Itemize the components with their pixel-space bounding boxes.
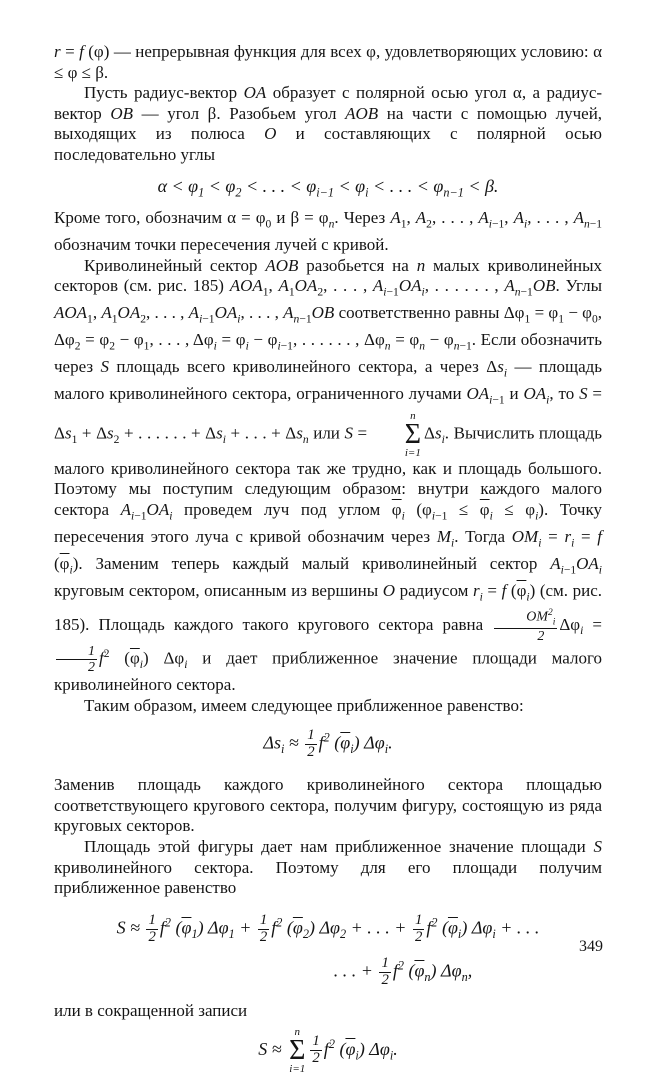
formula-approx-sector: $\Delta s_i$ ≈ $\frac{1}{2}$ $f^2$ $(\overline{\varphi}_i)$ $\Delta\varphi_i$.	[263, 727, 393, 761]
paragraph-replace: Заменив площадь каждого криволинейного сектора площадью соответствующего кругового сектора, получим фигуру, состоящую из ряда круговых секторов.	[54, 775, 602, 836]
formula-area-sum-line1: S ≈ $\frac{1}{2}$ $f^2$ $(\overline{\varphi}_1) \Delta\varphi_1$ + $\frac{1}{2}$ $f^2$ $(\overline{\varphi}_2) \Delta\varphi_2$ + . . . + $\frac{1}{2}$ $f^2$ $(\overline{\varphi}_i) \Delta\varphi_i$ + . . .	[116, 911, 540, 945]
page-body	[54, 42, 602, 1075]
paragraph-rays: Пусть радиус-вектор OA образует с полярной осью угол α, а радиус-вектор OB — угол β. Разобьем угол AOB на части с помощью лучей, выходящих из полюса O и составляющих с полярной осью последовательно углы	[54, 83, 603, 164]
paragraph-points: Кроме того, обозначим $\alpha = \varphi_0$ и $\beta = \varphi_n$. Через $A_1$, $A_2$, . . . , $A_{i-1}$, $A_i$, . . . , $A_{n-1}$ обозначим точки пересечения лучей с кривой.	[54, 208, 603, 255]
page-number: 349	[579, 938, 603, 955]
paragraph-sectors: Криволинейный сектор AOB разобьется на n малых криволинейных секторов (см. рис. 185) $AOA_1$, $A_1OA_2$, . . . , $A_{i-1}OA_i$, . . . . . . , $A_{n-1}OB$. Углы $AOA_1$, $A_1OA_2$, . . . , $A_{i-1}OA_i$, . . . , $A_{n-1}OB$ соответственно равны $\Delta\varphi_1 = \varphi_1 - \varphi_0$, $\Delta\varphi_2 = \varphi_2 - \varphi_1$, . . . , $\Delta\varphi_i = \varphi_i - \varphi_{i-1}$, . . . . . . , $\Delta\varphi_n = \varphi_n - \varphi_{n-1}$. Если обозначить через S площадь всего криволинейного сектора, а через $\Delta s_i$ — площадь малого криволинейного сектора, ограниченного лучами $OA_{i-1}$ и $OA_i$, то $S = \Delta s_1 + \Delta s_2$ + . . . . . . + $\Delta s_i$ + . . . + $\Delta s_n$ или S = n Σ i=1 $\Delta s_i$. Вычислить площадь малого криволинейного сектора так же трудно, как и площадь большого. Поэтому мы поступим следующим образом: внутри каждого малого сектора $A_{i-1}OA_i$ проведем луч под углом $\overline{\varphi}_i$ $(\varphi_{i-1} \le \overline{\varphi}_i \le \varphi_i)$. Точку пересечения этого луча с кривой обозначим через $M_i$. Тогда $OM_i = r_i = f$ $(\overline{\varphi}_i)$. Заменим теперь каждый малый криволинейный сектор $A_{i-1}OA_i$ круговым сектором, описанным из вершины O радиусом $r_i = f$ $(\overline{\varphi}_i)$ (см. рис. 185). Площадь каждого такого кругового сектора равна $\frac{OM^2_i}{2}$ $\Delta\varphi_i$ = $\frac{1}{2}$ $f^2$ $(\overline{\varphi}_i)$ $\Delta\varphi_i$ и дает приближенное значение площади малого криволинейного сектора.	[54, 255, 603, 695]
intro-paragraph: r = f (φ) — непрерывная функция для всех φ, удовлетворяющих условию: α ≤ φ ≤ β.	[54, 42, 602, 82]
paragraph-approx-intro: Таким образом, имеем следующее приближенное равенство:	[84, 695, 524, 715]
paragraph-short-form: или в сокращенной записи	[54, 1000, 248, 1020]
formula-angles: $\alpha < \varphi_1 < \varphi_2$ < . . . < $\varphi_{i-1} < \varphi_i$ < . . . < $\varphi_{n-1} < \beta$.	[157, 175, 499, 200]
formula-area-sum-line2: . . . + $\frac{1}{2}$ $f^2$ $(\overline{\varphi}_n)$ $\Delta\varphi_n$,	[333, 954, 473, 988]
paragraph-figure-area: Площадь этой фигуры дает нам приближенное значение площади S криволинейного сектора. Поэтому для его площади получим приближенное равенство	[54, 837, 602, 898]
formula-area-sigma: S ≈ n Σ i=1 $\frac{1}{2}$ $f^2$ $(\overline{\varphi}_i)$ $\Delta\varphi_i$.	[258, 1026, 398, 1075]
